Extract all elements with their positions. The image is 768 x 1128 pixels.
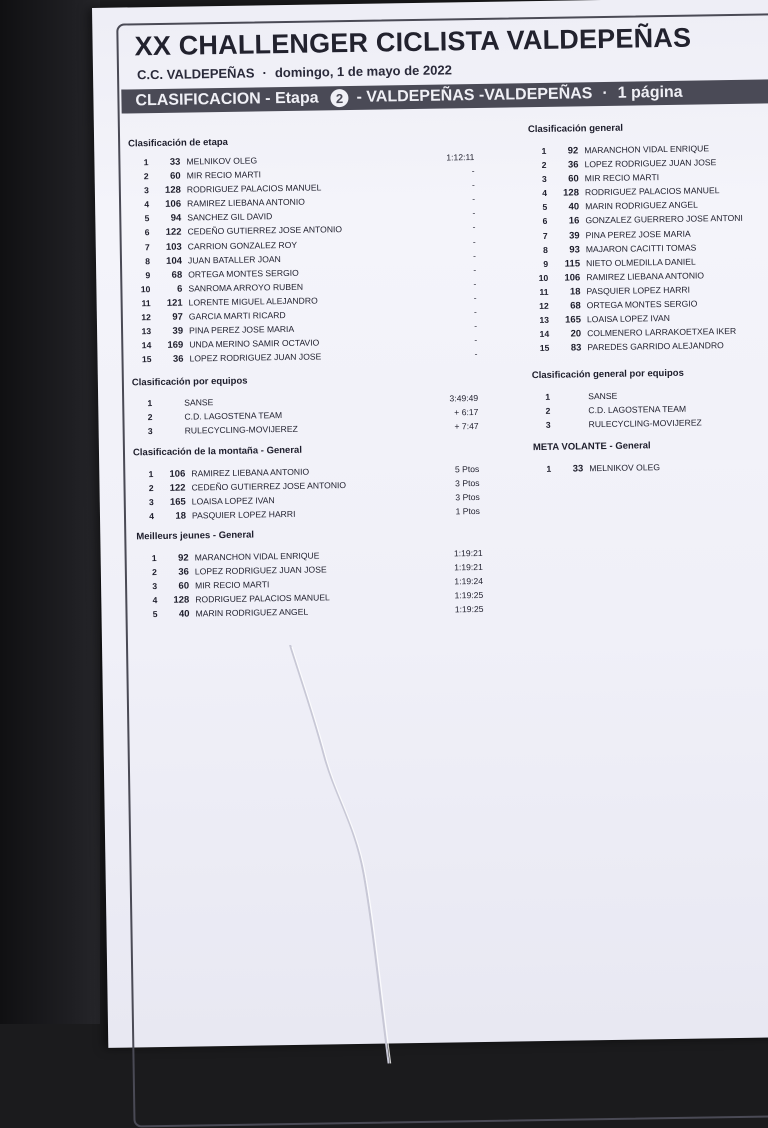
result-value-cell: - [474,321,478,332]
position-cell: 1 [546,463,552,474]
position-cell: 2 [541,159,547,171]
rider-name-cell: PINA PEREZ JOSE MARIA [585,228,691,240]
result-value-cell: - [474,335,478,346]
position-cell: 5 [542,202,548,213]
position-cell: 3 [147,426,153,437]
rider-name-cell: C.D. LAGOSTENA TEAM [588,403,687,416]
position-cell: 7 [144,241,150,252]
position-cell: 2 [143,171,149,182]
rider-name-cell: LOPEZ RODRIGUEZ JUAN JOSE [194,564,327,577]
rider-name-cell: MELNIKOV OLEG [589,462,661,474]
position-cell: 10 [538,272,549,283]
position-cell: 6 [542,216,548,227]
rider-name-cell: MARIN RODRIGUEZ ANGEL [585,199,698,212]
bib-number-cell: 18 [175,510,187,523]
bib-number-cell: 40 [178,608,190,621]
bib-number-cell: 68 [171,269,183,281]
bib-number-cell: 106 [564,272,581,284]
position-cell: 11 [141,298,151,309]
rider-name-cell: MAJARON CACITTI TOMAS [585,242,697,254]
result-value-cell: 1:19:21 [454,562,483,573]
result-value-cell: 5 Ptos [454,463,480,475]
rider-name-cell: ORTEGA MONTES SERGIO [586,298,698,311]
position-cell: 1 [147,398,153,409]
club-name: C.C. VALDEPEÑAS [136,65,255,83]
rider-name-cell: SANROMA ARROYO RUBEN [188,281,304,294]
position-cell: 14 [539,329,550,340]
bib-number-cell: 128 [563,187,580,199]
bib-number-cell: 6 [177,283,183,295]
rider-name-cell: MIR RECIO MARTI [195,579,270,591]
section-heading-meta-volante: META VOLANTE - General [532,440,651,454]
position-cell: 13 [539,314,550,326]
rider-name-cell: MIR RECIO MARTI [584,172,660,184]
rider-name-cell: MIR RECIO MARTI [186,169,262,181]
result-value-cell: - [471,180,475,191]
rider-name-cell: MARANCHON VIDAL ENRIQUE [194,550,320,563]
bib-number-cell: 92 [567,145,579,157]
rider-name-cell: SANSE [588,390,618,402]
result-value-cell: - [473,278,477,289]
section-heading-montana: Clasificación de la montaña - General [132,444,303,459]
rider-name-cell: LOPEZ RODRIGUEZ JUAN JOSE [189,351,322,364]
bib-number-cell: 165 [169,496,186,509]
equipos-results [138,393,479,441]
rider-name-cell: PINA PEREZ JOSE MARIA [189,323,295,336]
result-value-cell: - [472,194,476,205]
rider-name-cell: CEDEÑO GUTIERREZ JOSE ANTONIO [187,224,343,237]
position-cell: 12 [141,312,151,323]
separator-dot: · [262,65,268,81]
result-value-cell: 1:19:24 [454,576,484,587]
banner-route: - VALDEPEÑAS -VALDEPEÑAS [356,85,593,106]
rider-name-cell: RODRIGUEZ PALACIOS MANUEL [584,185,720,198]
rider-name-cell: CARRION GONZALEZ ROY [187,239,298,252]
bib-number-cell: 16 [568,215,580,228]
section-heading-etapa: Clasificación de etapa [128,136,229,150]
rider-name-cell: LORENTE MIGUEL ALEJANDRO [188,295,318,308]
result-value-cell: 1:19:25 [454,604,484,615]
bib-number-cell: 18 [569,286,581,298]
result-value-cell: 1:12:11 [446,152,475,163]
general-results [532,142,768,357]
result-value-cell: - [472,208,476,219]
position-cell: 12 [539,300,549,312]
position-cell: 2 [148,483,154,494]
position-cell: 4 [149,511,155,522]
rider-name-cell: RULECYCLING-MOVIJEREZ [184,424,298,436]
result-value-cell: 1:19:21 [453,547,483,559]
position-cell: 3 [545,420,551,431]
general-equipos-results [536,388,768,434]
bib-number-cell: 60 [178,580,190,592]
result-value-cell: - [472,236,476,247]
rider-name-cell: LOAISA LOPEZ IVAN [586,313,670,325]
position-cell: 6 [144,227,150,238]
bib-number-cell: 97 [172,311,183,323]
bib-number-cell: 39 [568,229,580,242]
result-value-cell: 3 Ptos [455,478,480,489]
position-cell: 13 [141,326,152,337]
position-cell: 7 [542,230,548,241]
montana-results [139,464,480,526]
banner-label: CLASIFICACION - Etapa [135,89,319,110]
position-cell: 1 [545,391,551,402]
bib-number-cell: 36 [567,159,579,171]
bib-number-cell: 83 [570,342,582,354]
rider-name-cell: CEDEÑO GUTIERREZ JOSE ANTONIO [191,480,347,493]
rider-name-cell: MELNIKOV OLEG [186,155,258,167]
position-cell: 2 [147,412,153,423]
position-cell: 3 [541,174,547,185]
position-cell: 9 [145,269,151,280]
result-value-cell: 3:49:49 [449,392,479,404]
section-heading-general: Clasificación general [527,122,624,136]
bib-number-cell: 33 [169,156,181,168]
bib-number-cell: 93 [569,244,580,256]
bib-number-cell: 128 [164,184,181,197]
position-cell: 5 [152,609,158,620]
rider-name-cell: COLMENERO LARRAKOETXEA IKER [587,326,737,339]
result-value-cell: + 6:17 [454,407,479,418]
result-value-cell: 3 Ptos [455,492,480,503]
position-cell: 3 [152,581,158,592]
results-sheet [92,0,768,1048]
etapa-results [134,152,477,369]
rider-name-cell: PAREDES GARRIDO ALEJANDRO [587,340,724,353]
position-cell: 4 [542,188,548,199]
bib-number-cell: 20 [570,328,582,340]
result-value-cell: - [473,292,477,303]
position-cell: 11 [539,286,549,297]
rider-name-cell: UNDA MERINO SAMIR OCTAVIO [189,337,320,350]
position-cell: 1 [148,469,154,480]
position-cell: 2 [545,405,551,417]
bib-number-cell: 121 [166,297,183,309]
result-value-cell: - [471,166,475,177]
rider-name-cell: NIETO OLMEDILLA DANIEL [585,256,696,269]
event-date: domingo, 1 de mayo de 2022 [274,62,452,81]
result-value-cell: - [473,307,477,318]
position-cell: 5 [144,213,150,224]
event-title: XX CHALLENGER CICLISTA VALDEPEÑAS [134,22,692,62]
rider-name-cell: SANCHEZ GIL DAVID [187,211,273,223]
position-cell: 8 [145,255,151,266]
bib-number-cell: 122 [165,227,182,239]
rider-name-cell: PASQUIER LOPEZ HARRI [191,509,296,521]
position-cell: 3 [148,497,154,508]
rider-name-cell: RAMIREZ LIEBANA ANTONIO [191,466,310,479]
bib-number-cell: 94 [170,212,182,225]
result-value-cell: - [474,349,478,360]
section-heading-general-equipos: Clasificación general por equipos [531,367,684,382]
bib-number-cell: 39 [172,325,184,337]
separator-dot: · [602,84,608,102]
rider-name-cell: GARCIA MARTI RICARD [188,310,286,322]
position-cell: 14 [141,340,152,351]
bib-number-cell: 106 [169,468,186,480]
rider-name-cell: PASQUIER LOPEZ HARRI [586,284,691,297]
rider-name-cell: RAMIREZ LIEBANA ANTONIO [586,270,705,283]
position-cell: 10 [140,283,151,295]
bib-number-cell: 36 [172,353,184,366]
bib-number-cell: 36 [178,566,189,578]
position-cell: 15 [141,354,152,365]
result-value-cell: - [472,222,476,233]
bib-number-cell: 169 [167,339,184,352]
banner-page: 1 página [617,83,683,102]
rider-name-cell: MARANCHON VIDAL ENRIQUE [584,143,710,156]
rider-name-cell: MARIN RODRIGUEZ ANGEL [195,607,309,619]
result-value-cell: 1:19:25 [454,590,484,601]
bib-number-cell: 122 [169,482,186,494]
bib-number-cell: 92 [177,552,189,564]
background-surface [0,0,100,1024]
rider-name-cell: GONZALEZ GUERRERO JOSE ANTONI [585,213,743,226]
rider-name-cell: C.D. LAGOSTENA TEAM [184,410,283,422]
bib-number-cell: 40 [568,201,580,213]
bib-number-cell: 115 [564,258,581,270]
bib-number-cell: 106 [165,198,182,211]
result-value-cell: 1 Ptos [455,506,481,517]
bib-number-cell: 60 [169,170,181,182]
position-cell: 1 [151,553,157,564]
position-cell: 4 [144,199,150,210]
result-value-cell: - [472,250,477,261]
bib-number-cell: 165 [565,314,582,326]
rider-name-cell: LOPEZ RODRIGUEZ JUAN JOSE [584,157,717,170]
bib-number-cell: 68 [570,300,581,312]
rider-name-cell: RODRIGUEZ PALACIOS MANUEL [195,592,330,605]
position-cell: 15 [539,343,550,354]
position-cell: 3 [144,185,149,196]
rider-name-cell: RODRIGUEZ PALACIOS MANUEL [186,182,322,195]
position-cell: 1 [143,157,149,168]
rider-name-cell: LOAISA LOPEZ IVAN [191,495,275,507]
rider-name-cell: RULECYCLING-MOVIJEREZ [588,417,702,430]
stage-number-badge: 2 [330,89,348,107]
position-cell: 2 [152,567,157,578]
position-cell: 9 [543,258,549,269]
result-value-cell: - [473,264,477,275]
bib-number-cell: 128 [173,594,190,607]
position-cell: 8 [542,244,548,255]
rider-name-cell: RAMIREZ LIEBANA ANTONIO [187,196,305,209]
rider-name-cell: ORTEGA MONTES SERGIO [188,267,299,280]
bib-number-cell: 33 [572,463,584,475]
result-value-cell: + 7:47 [454,421,479,432]
rider-name-cell: JUAN BATALLER JOAN [187,253,281,266]
section-heading-equipos: Clasificación por equipos [131,375,248,389]
bib-number-cell: 103 [165,241,182,253]
position-cell: 1 [541,145,547,156]
bib-number-cell: 60 [568,173,579,185]
rider-name-cell: SANSE [184,397,214,408]
section-heading-jeunes: Meilleurs jeunes - General [136,529,255,543]
bib-number-cell: 104 [166,255,183,267]
jeunes-results [143,548,484,624]
position-cell: 4 [152,595,158,606]
